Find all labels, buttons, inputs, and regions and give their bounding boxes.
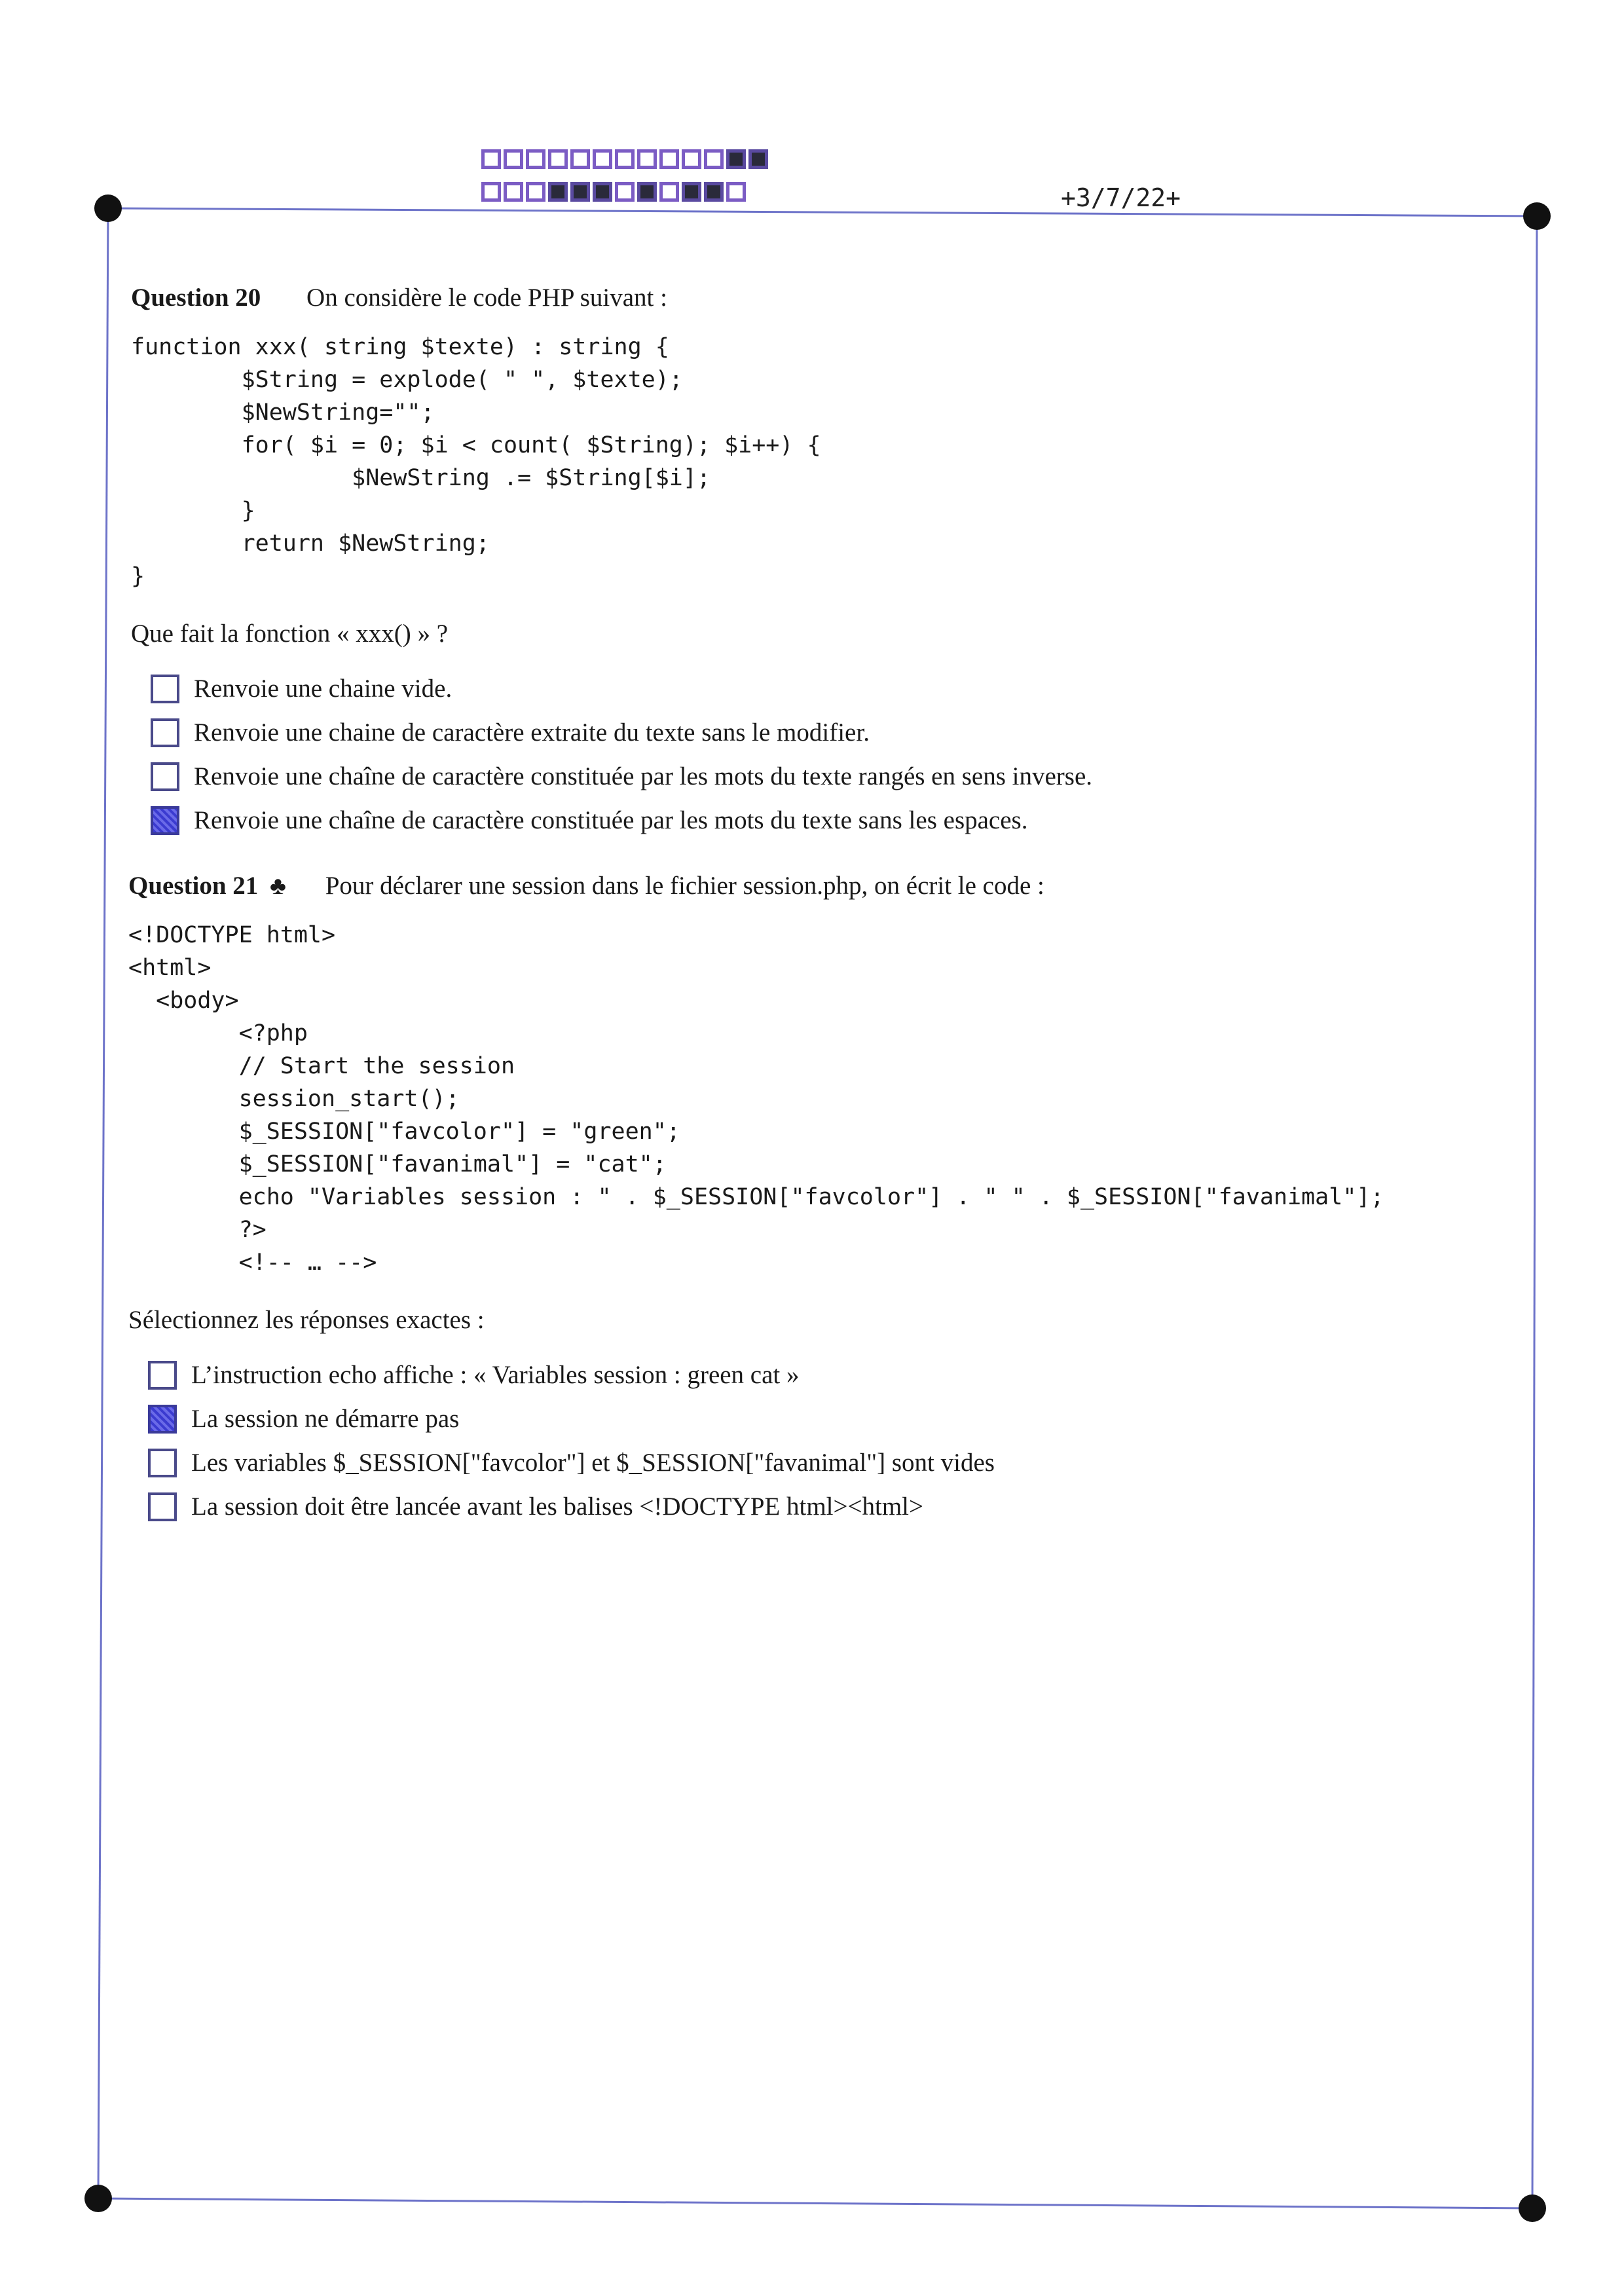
id-grid-cell — [504, 149, 523, 169]
answer-option[interactable] — [151, 667, 1092, 711]
id-grid-cell — [748, 149, 768, 169]
question-21 — [128, 871, 1384, 1528]
question-prompt: Sélectionnez les réponses exactes : — [128, 1306, 485, 1334]
id-grid-cell — [726, 149, 746, 169]
answer-list — [148, 1353, 1384, 1528]
id-grid-cell — [504, 182, 523, 202]
answer-option[interactable] — [151, 798, 1092, 842]
answer-list — [151, 667, 1092, 842]
id-grid-cell — [570, 182, 590, 202]
id-grid-row-1 — [481, 149, 771, 169]
answer-label: Les variables $_SESSION["favcolor"] et $_SESSION["favanimal"] sont vides — [191, 1449, 995, 1477]
answer-option[interactable] — [148, 1441, 1384, 1485]
id-grid-cell — [593, 149, 612, 169]
answer-option[interactable] — [151, 754, 1092, 798]
answer-option[interactable] — [148, 1485, 1384, 1528]
checkbox[interactable] — [148, 1492, 177, 1521]
id-grid-cell — [615, 149, 635, 169]
answer-option[interactable] — [148, 1353, 1384, 1397]
question-text: On considère le code PHP suivant : — [306, 284, 667, 312]
id-grid-cell — [548, 182, 568, 202]
id-grid-cell — [704, 182, 724, 202]
checkbox[interactable] — [151, 762, 179, 791]
id-grid-cell — [682, 182, 701, 202]
checkbox[interactable] — [151, 675, 179, 703]
id-grid-cell — [526, 149, 545, 169]
question-number: Question 20 — [131, 284, 261, 312]
answer-label: Renvoie une chaine de caractère extraite du texte sans le modifier. — [194, 718, 870, 747]
id-grid-cell — [726, 182, 746, 202]
code-block: <!DOCTYPE html> <html> <body> <?php // Start the session session_start(); $_SESSION["favcolor"] = "green"; $_SESSION["favanimal"] = "cat"; echo "Variables session : " . $_SESSION["favcolor"] . " " . $_SESSION["favanimal"]; ?> <!-- … --> — [128, 922, 1384, 1276]
checkbox[interactable] — [148, 1361, 177, 1390]
answer-label: La session ne démarre pas — [191, 1405, 460, 1433]
id-grid-cell — [659, 182, 679, 202]
id-grid-cell — [682, 149, 701, 169]
answer-label: Renvoie une chaîne de caractère constituée par les mots du texte rangés en sens inverse. — [194, 762, 1093, 790]
multiple-answer-club-icon: ♣ — [270, 872, 286, 900]
id-grid-cell — [481, 182, 501, 202]
answer-label: Renvoie une chaîne de caractère constituée par les mots du texte sans les espaces. — [194, 806, 1028, 834]
code-block: function xxx( string $texte) : string { $String = explode( " ", $texte); $NewString=""; for( $i = 0; $i < count( $String); $i++) { $NewString .= $String[$i]; } return $NewString; } — [131, 334, 821, 589]
corner-marker-bottom-left — [84, 2185, 112, 2212]
id-grid-cell — [659, 149, 679, 169]
checkbox[interactable] — [148, 1449, 177, 1477]
corner-marker-top-left — [94, 194, 122, 222]
id-grid-cell — [570, 149, 590, 169]
id-grid-cell — [637, 182, 657, 202]
checkbox[interactable] — [151, 718, 179, 747]
id-grid-cell — [615, 182, 635, 202]
answer-label: La session doit être lancée avant les balises <!DOCTYPE html><html> — [191, 1492, 923, 1521]
corner-marker-bottom-right — [1519, 2194, 1546, 2222]
id-grid-cell — [548, 149, 568, 169]
id-grid-cell — [704, 149, 724, 169]
checkbox-checked[interactable] — [151, 806, 179, 835]
question-header — [128, 871, 1384, 900]
page-identifier: +3/7/22+ — [1061, 183, 1181, 212]
checkbox-checked[interactable] — [148, 1405, 177, 1434]
id-grid-cell — [593, 182, 612, 202]
question-header — [131, 283, 1092, 312]
corner-marker-top-right — [1523, 202, 1551, 230]
question-text: Pour déclarer une session dans le fichier session.php, on écrit le code : — [325, 872, 1044, 900]
id-grid-cell — [637, 149, 657, 169]
id-grid-cell — [481, 149, 501, 169]
answer-option[interactable] — [148, 1397, 1384, 1441]
answer-option[interactable] — [151, 711, 1092, 754]
question-20 — [131, 283, 1092, 842]
id-grid-row-2 — [481, 182, 748, 202]
question-number: Question 21 — [128, 872, 259, 900]
answer-label: L’instruction echo affiche : « Variables session : green cat » — [191, 1361, 800, 1389]
id-grid-cell — [526, 182, 545, 202]
question-prompt: Que fait la fonction « xxx() » ? — [131, 620, 449, 648]
answer-label: Renvoie une chaine vide. — [194, 675, 452, 703]
